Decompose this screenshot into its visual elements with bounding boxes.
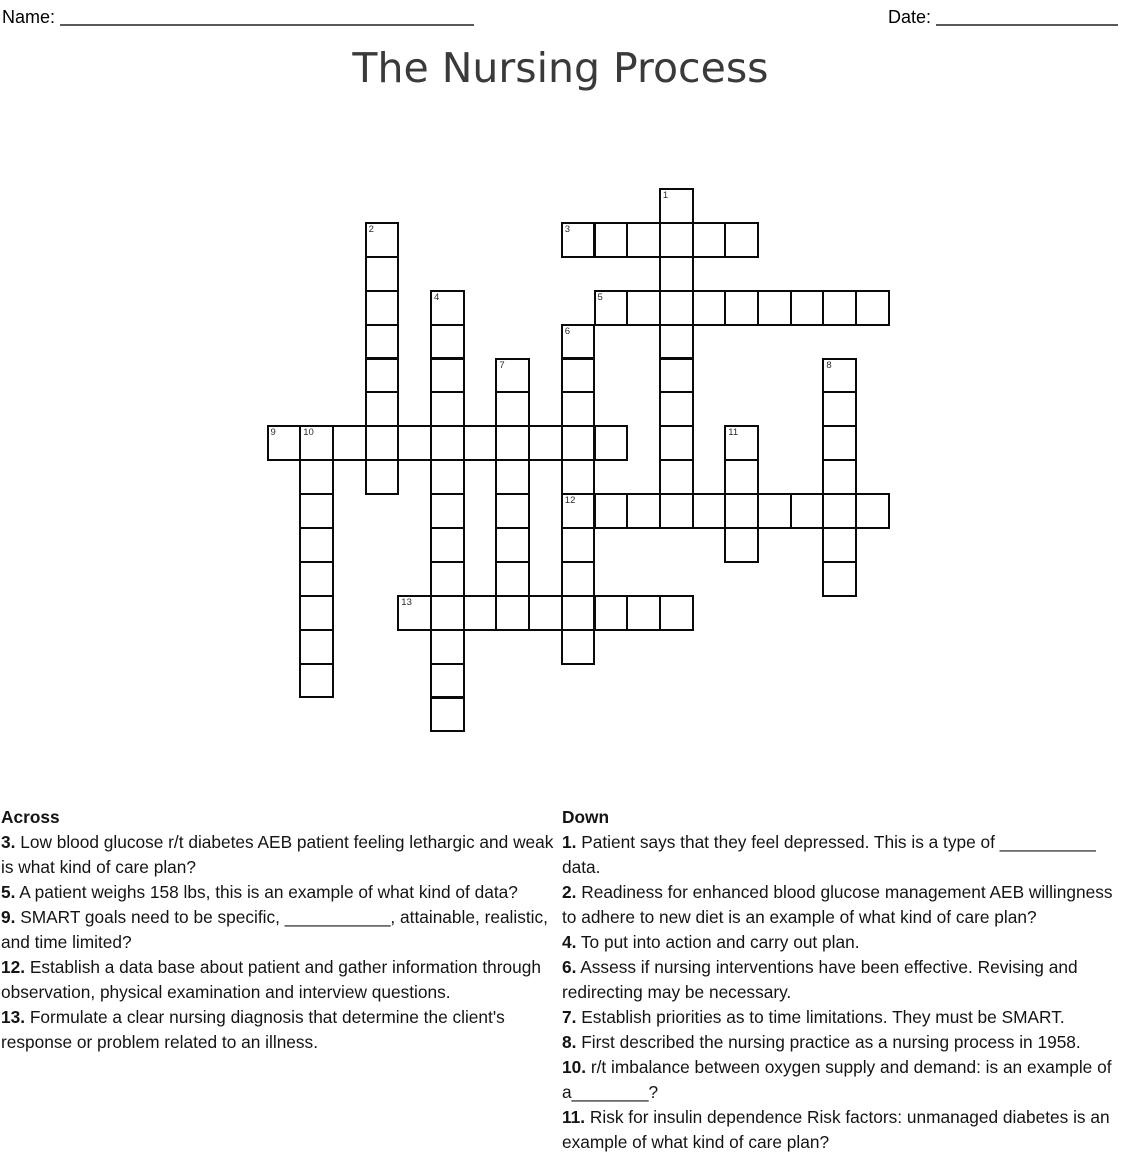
grid-cell[interactable] (495, 561, 530, 597)
grid-cell[interactable] (659, 595, 694, 631)
down-clue-8: 8. First described the nursing practice as a nursing process in 1958. (562, 1032, 1081, 1052)
grid-cell[interactable] (855, 290, 890, 326)
down-clue-list (562, 830, 1119, 1155)
grid-cell[interactable] (430, 324, 465, 360)
down-clues-section (562, 805, 1119, 1155)
grid-cell[interactable] (822, 358, 857, 394)
grid-cell[interactable] (495, 493, 530, 529)
grid-cell[interactable] (724, 527, 759, 563)
grid-cell[interactable] (659, 493, 694, 529)
down-clue-1: 1. Patient says that they feel depressed. This is a type of __________ data. (562, 832, 1096, 877)
grid-cell[interactable] (430, 459, 465, 495)
down-clue-11: 11. Risk for insulin dependence Risk factors: unmanaged diabetes is an example of what kind of care plan? (562, 1107, 1110, 1152)
grid-cell[interactable] (430, 493, 465, 529)
grid-cell[interactable] (299, 561, 334, 597)
across-heading: Across (1, 807, 60, 827)
grid-cell[interactable] (659, 391, 694, 427)
cell-number: 10 (303, 427, 314, 439)
grid-cell[interactable] (822, 459, 857, 495)
down-clue-10: 10. r/t imbalance between oxygen supply and demand: is an example of a________? (562, 1057, 1112, 1102)
name-fill-line[interactable] (60, 4, 474, 26)
grid-cell[interactable] (332, 425, 367, 461)
grid-cell[interactable] (299, 663, 334, 699)
cell-number: 11 (728, 427, 739, 439)
grid-cell[interactable] (299, 527, 334, 563)
grid-cell[interactable] (790, 290, 825, 326)
clue-number: 6. (562, 957, 577, 977)
grid-cell[interactable] (299, 425, 334, 461)
grid-cell[interactable] (561, 324, 596, 360)
grid-cell[interactable] (365, 222, 400, 258)
grid-cell[interactable] (561, 629, 596, 665)
grid-cell[interactable] (659, 459, 694, 495)
grid-cell[interactable] (659, 290, 694, 326)
cell-number: 3 (564, 223, 571, 235)
grid-cell[interactable] (299, 595, 334, 631)
grid-cell[interactable] (561, 459, 596, 495)
grid-cell[interactable] (659, 222, 694, 258)
grid-cell[interactable] (365, 324, 400, 360)
grid-cell[interactable] (561, 561, 596, 597)
grid-cell[interactable] (397, 425, 432, 461)
grid-cell[interactable] (430, 425, 465, 461)
grid-cell[interactable] (495, 459, 530, 495)
grid-cell[interactable] (365, 358, 400, 394)
clue-number: 4. (562, 932, 577, 952)
grid-cell[interactable] (724, 425, 759, 461)
grid-cell[interactable] (659, 358, 694, 394)
clue-number: 11. (562, 1107, 586, 1127)
grid-cell[interactable] (626, 290, 661, 326)
grid-cell[interactable] (430, 290, 465, 326)
across-clue-5: 5. A patient weighs 158 lbs, this is an example of what kind of data? (1, 882, 518, 902)
grid-cell[interactable] (822, 290, 857, 326)
grid-cell[interactable] (724, 493, 759, 529)
grid-cell[interactable] (659, 425, 694, 461)
grid-cell[interactable] (299, 629, 334, 665)
grid-cell[interactable] (365, 256, 400, 292)
clue-number: 8. (562, 1032, 577, 1052)
grid-cell[interactable] (822, 561, 857, 597)
grid-cell[interactable] (430, 595, 465, 631)
grid-cell[interactable] (692, 290, 727, 326)
grid-cell[interactable] (430, 629, 465, 665)
grid-cell[interactable] (463, 425, 498, 461)
grid-cell[interactable] (299, 493, 334, 529)
grid-cell[interactable] (561, 527, 596, 563)
grid-cell[interactable] (822, 425, 857, 461)
cell-number: 1 (662, 190, 669, 201)
grid-cell[interactable] (692, 493, 727, 529)
page-title: The Nursing Process (352, 44, 769, 92)
across-clues-section (1, 805, 561, 1055)
grid-cell[interactable] (659, 188, 694, 224)
grid-cell[interactable] (430, 561, 465, 597)
clue-number: 13. (1, 1007, 26, 1027)
grid-cell[interactable] (430, 358, 465, 394)
grid-cell[interactable] (594, 595, 629, 631)
grid-cell[interactable] (692, 222, 727, 258)
grid-cell[interactable] (855, 493, 890, 529)
clue-number: 5. (1, 882, 16, 902)
grid-cell[interactable] (495, 527, 530, 563)
clue-number: 2. (562, 882, 577, 902)
clue-number: 12. (1, 957, 26, 977)
across-clue-3: 3. Low blood glucose r/t diabetes AEB patient feeling lethargic and weak is what kind of care plan? (1, 832, 554, 877)
down-heading: Down (562, 807, 610, 827)
grid-cell[interactable] (561, 358, 596, 394)
clue-number: 9. (1, 907, 16, 927)
grid-cell[interactable] (724, 290, 759, 326)
grid-cell[interactable] (365, 425, 400, 461)
grid-cell[interactable] (430, 391, 465, 427)
grid-cell[interactable] (594, 425, 629, 461)
grid-cell[interactable] (365, 459, 400, 495)
grid-cell[interactable] (430, 663, 465, 699)
cell-number: 13 (401, 596, 412, 608)
grid-cell[interactable] (626, 222, 661, 258)
cell-number: 4 (434, 291, 440, 303)
grid-cell[interactable] (757, 290, 792, 326)
grid-cell[interactable] (626, 595, 661, 631)
cell-number: 2 (368, 223, 374, 235)
cell-number: 6 (564, 325, 571, 337)
grid-cell[interactable] (659, 256, 694, 292)
grid-cell[interactable] (561, 391, 596, 427)
grid-cell[interactable] (561, 222, 596, 258)
grid-cell[interactable] (495, 391, 530, 427)
clue-number: 7. (562, 1007, 577, 1027)
grid-cell[interactable] (822, 527, 857, 563)
grid-cell[interactable] (365, 290, 400, 326)
cell-number: 8 (826, 359, 832, 371)
down-clue-2: 2. Readiness for enhanced blood glucose management AEB willingness to adhere to new diet is an example of what kind of care plan? (562, 882, 1113, 927)
grid-cell[interactable] (594, 493, 629, 529)
down-clue-6: 6. Assess if nursing interventions have been effective. Revising and redirecting may be necessary. (562, 957, 1078, 1002)
date-label: Date: (888, 7, 932, 27)
grid-cell[interactable] (561, 425, 596, 461)
grid-cell[interactable] (626, 493, 661, 529)
across-clue-12: 12. Establish a data base about patient and gather information through observation, physical examination and interview questions. (1, 957, 541, 1002)
cell-number: 5 (597, 291, 603, 303)
grid-cell[interactable] (790, 493, 825, 529)
grid-cell[interactable] (495, 595, 530, 631)
down-clue-4: 4. To put into action and carry out plan. (562, 932, 860, 952)
grid-cell[interactable] (299, 459, 334, 495)
grid-cell[interactable] (430, 527, 465, 563)
grid-cell[interactable] (594, 290, 629, 326)
across-clue-list (1, 830, 561, 1055)
name-label: Name: (2, 7, 56, 27)
down-clue-7: 7. Establish priorities as to time limitations. They must be SMART. (562, 1007, 1065, 1027)
grid-cell[interactable] (561, 595, 596, 631)
across-clue-9: 9. SMART goals need to be specific, ___________, attainable, realistic, and time limited? (1, 907, 548, 952)
grid-cell[interactable] (528, 595, 563, 631)
grid-cell[interactable] (495, 425, 530, 461)
grid-cell[interactable] (724, 222, 759, 258)
grid-cell[interactable] (561, 493, 596, 529)
grid-cell[interactable] (430, 697, 465, 733)
grid-cell[interactable] (659, 324, 694, 360)
cell-number: 12 (564, 495, 576, 507)
grid-cell[interactable] (724, 459, 759, 495)
cell-number: 9 (270, 427, 276, 439)
grid-cell[interactable] (822, 493, 857, 529)
grid-cell[interactable] (397, 595, 432, 631)
grid-cell[interactable] (528, 425, 563, 461)
grid-cell[interactable] (463, 595, 498, 631)
grid-cell[interactable] (267, 425, 302, 461)
clue-number: 3. (1, 832, 16, 852)
clue-number: 10. (562, 1057, 587, 1077)
clue-number: 1. (562, 832, 577, 852)
cell-number: 7 (499, 359, 505, 371)
date-fill-line[interactable] (936, 4, 1118, 26)
grid-cell[interactable] (594, 222, 629, 258)
grid-cell[interactable] (757, 493, 792, 529)
grid-cell[interactable] (365, 391, 400, 427)
across-clue-13: 13. Formulate a clear nursing diagnosis that determine the client's response or problem related to an illness. (1, 1007, 505, 1052)
grid-cell[interactable] (822, 391, 857, 427)
grid-cell[interactable] (495, 358, 530, 394)
